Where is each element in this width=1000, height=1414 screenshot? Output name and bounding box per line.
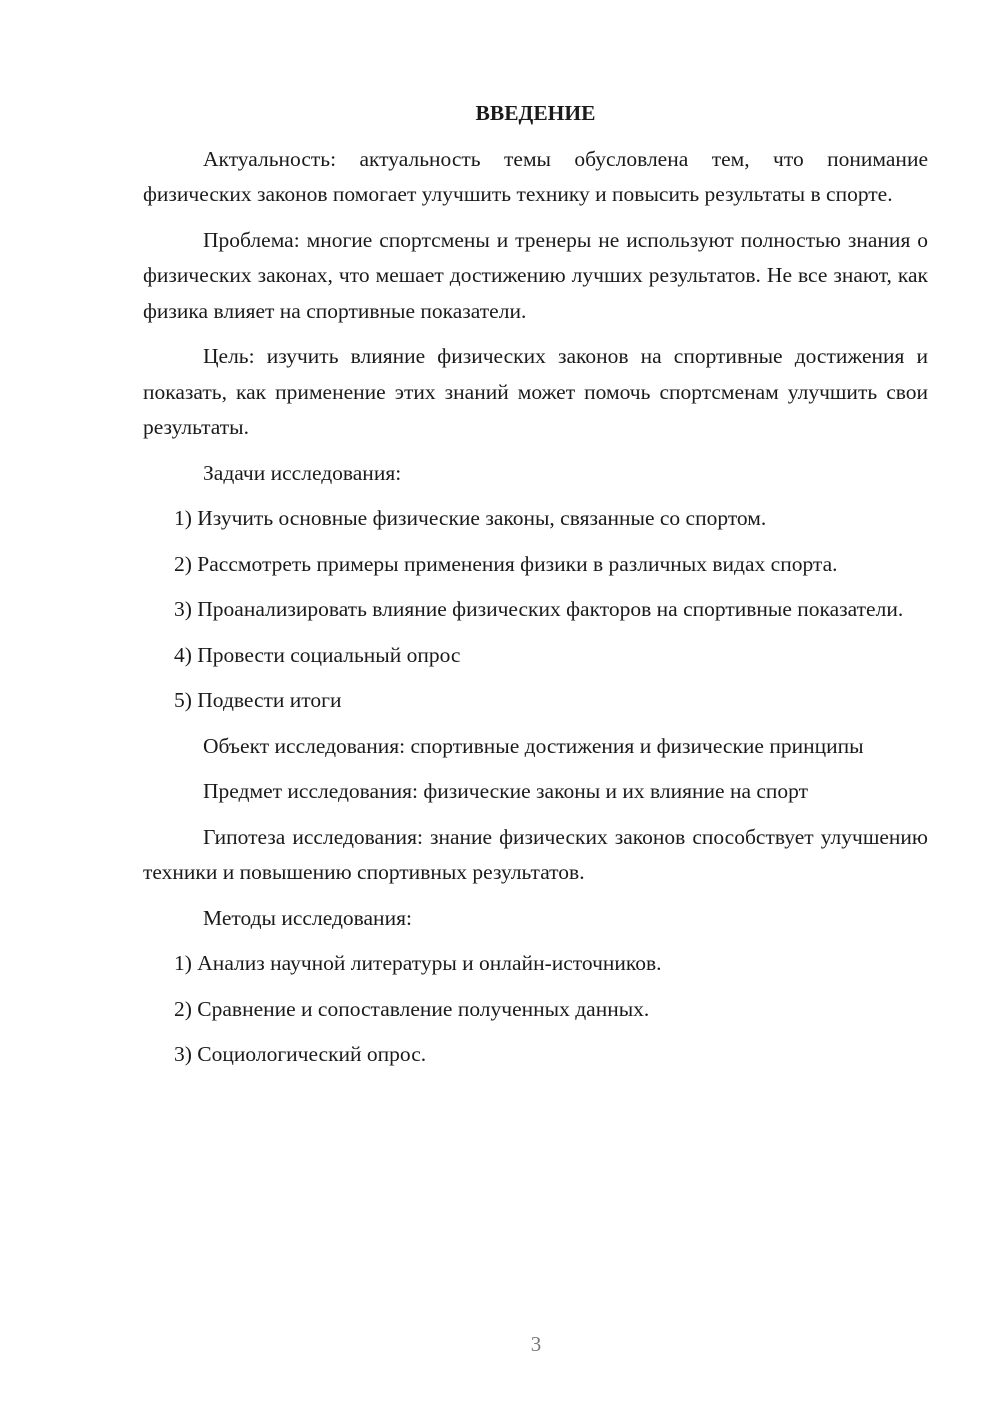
section-title: ВВЕДЕНИЕ [475, 101, 596, 125]
tasks-heading: Задачи исследования: [203, 460, 402, 485]
hypothesis-paragraph: Гипотеза исследования: знание физических законов способствует улучшению техники и повышению спортивных результатов. [143, 824, 928, 884]
page-number: 3 [530, 1332, 542, 1356]
method-item-3: 3) Социологический опрос. [174, 1042, 427, 1066]
task-item-3: 3) Проанализировать влияние физических факторов на спортивные показатели. [174, 597, 904, 621]
subject-paragraph: Предмет исследования: физические законы и их влияние на спорт [203, 779, 809, 803]
problem-paragraph: Проблема: многие спортсмены и тренеры не используют полностью знания о физических законах, что мешает достижению лучших результатов. Не все знают, как физика влияет на спортивные показатели. [143, 227, 928, 323]
object-paragraph: Объект исследования: спортивные достижения и физические принципы [203, 733, 864, 758]
methods-heading: Методы исследования: [203, 905, 412, 930]
page-content [143, 96, 928, 1083]
relevance-paragraph: Актуальность: актуальность темы обусловлена тем, что понимание физических законов помогает улучшить технику и повысить результаты в спорте. [143, 146, 928, 206]
task-item-2: 2) Рассмотреть примеры применения физики в различных видах спорта. [174, 551, 838, 576]
method-item-2: 2) Сравнение и сопоставление полученных данных. [174, 996, 650, 1021]
task-item-4: 4) Провести социальный опрос [174, 642, 461, 667]
task-item-5: 5) Подвести итоги [174, 688, 342, 712]
task-item-1: 1) Изучить основные физические законы, связанные со спортом. [174, 506, 767, 530]
method-item-1: 1) Анализ научной литературы и онлайн-источников. [174, 951, 662, 975]
goal-paragraph: Цель: изучить влияние физических законов на спортивные достижения и показать, как применение этих знаний может помочь спортсменам улучшить свои результаты. [143, 344, 928, 439]
